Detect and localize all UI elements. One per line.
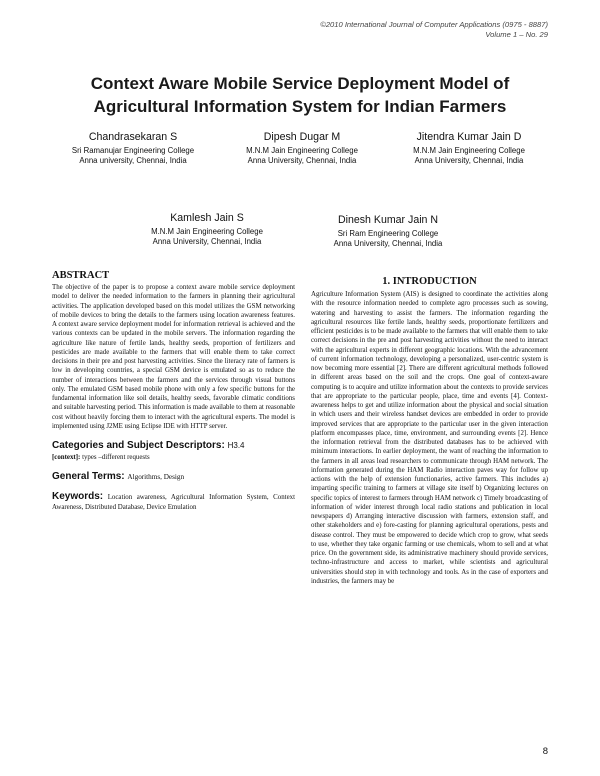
journal-header [320, 20, 548, 40]
left-column [52, 270, 295, 512]
categories-context-text: types –different requests [82, 454, 150, 461]
author-name: Jitendra Kumar Jain D [416, 131, 522, 143]
page-number: 8 [542, 746, 548, 757]
paper-title [40, 72, 560, 118]
categories-section [52, 439, 295, 452]
categories-context [52, 453, 295, 462]
abstract-text: The objective of the paper is to propose a context aware mobile service deployment model to deliver the needed information to the farmers in planning their agricultural activities. The application developed based on this model utilizes the GSM networking of mobile devices to bring the details to the farmers using location awareness features. A context aware service deployment model for information retrieval is achieved and the various contexts can be updated in the mobile servers. The information regarding the agriculture like nature of fertile lands, healthy seeds, proportion of fertilizers and pesticides are made available to the farmers that will enable them to take correct decisions in their pre and post harvesting activities. Since the literacy rate of farmers is low in developing countries, a special GSM device is emulated so as to reduce the number of interactions between the farmers and the services through visual buttons only. The emulated GSM based mobile phone with only a few specific buttons for the fundamental information like soil details, healthy seeds, favorable climatic conditions and suitable harvesting period. This information is made available to them at reasonable cost without heavily forcing them to interact with the agricultural experts. The model is implemented using J2ME using Eclipse IDE with HTTP server. [52, 284, 295, 430]
author-affiliation: Sri Ram Engineering College [337, 229, 439, 238]
keywords-text: Location awareness, Agricultural Information System, Context Awareness, Distributed Database, Device Emulation [52, 494, 295, 511]
right-column [311, 276, 548, 586]
categories-code: H3.4 [227, 441, 245, 450]
journal-header-line1: ©2010 International Journal of Computer Applications (0975 - 8887) [320, 20, 548, 29]
general-terms-text: Algorithms, Design [127, 473, 185, 482]
paper-title-line2: Agricultural Information System for Indian Farmers [93, 97, 507, 116]
author-affiliation: Sri Ramanujar Engineering College [71, 146, 195, 155]
categories-heading: Categories and Subject Descriptors: [52, 440, 225, 451]
introduction-text: Agriculture Information System (AIS) is designed to coordinate the activities along with the resource information needed to complete agro processes such as sowing, watering and harvesting to assist the farmers. The information regarding the agricultural resources like fertile lands, healthy seeds, proportionate fertilizers and efficient pesticides is to be made available to the farmers that will enable them to take correct decisions in the pre and post harvesting activities without the need to interact with the agricultural experts in different geographic locations. With the advancement of current information technology, developing a personalized, user-centric system is now becoming more essential [2]. There are different agricultural methods followed in different areas based on the soil and the crops. One goal of context-aware computing is to acquire and utilize information about the contexts to provide services that are appropriate to the particular people, place, time and events [4]. Context-awareness helps to get and utilize information about the physical and social situation in which users and their wireless handset devices are embedded in order to provide improved services that are appropriate to the particular user in the given interaction platform encompasses place, time, environment, and surrounding events [2]. Hence the information retrieval from the distributed databases has to be achieved with minimum interactions. In earlier deployment, the want of reaching the information to the farmers in all areas lead researchers to communicate through HAM network. The information generated during the HAM Radio interaction paves way for follow up actions with the help of extension functionaries, active farmers. This includes a) imparting specific training to farmers at village site itself b) Organizing lectures on specific topics of interest to farmers through HAM network c) Timely broadcasting of information of wider interest through local radio stations and publication in local newspapers d) Arranging interactive discussion with farmers, extension staff, and other stakeholders and e) fore-casting for planning agricultural operations, pests and disease control. They must be empowered to decide which crop to grow, what seeds to use, whether they take organic farming or use chemicals, whom to sell and at what price. On the government side, its administrative machinery should provide services, techno-infrastructure and access to market, while scientists and agricultural universities should step in with technology and tools. As in the case of exporters and industries, the farmers may be [311, 291, 548, 585]
author-block-5 [303, 213, 473, 249]
categories-context-label: [context]: [52, 454, 81, 461]
journal-header-line2: Volume 1 – No. 29 [485, 30, 548, 39]
paper-title-line1: Context Aware Mobile Service Deployment Model of [90, 74, 510, 93]
author-university: Anna University, Chennai, India [152, 237, 262, 246]
author-university: Anna University, Chennai, India [414, 156, 524, 165]
keywords-heading: Keywords: [52, 491, 104, 503]
author-university: Anna university, Chennai, India [79, 156, 187, 165]
keywords-section [52, 492, 295, 512]
author-affiliation: M.N.M Jain Engineering College [246, 146, 358, 155]
author-block-1 [48, 130, 218, 166]
author-affiliation: M.N.M Jain Engineering College [151, 227, 263, 236]
author-name: Kamlesh Jain S [170, 212, 244, 224]
author-block-4 [122, 211, 292, 247]
author-affiliation: M.N.M Jain Engineering College [413, 146, 525, 155]
general-terms-heading: General Terms: [52, 471, 125, 483]
author-name: Dipesh Dugar M [263, 131, 341, 143]
author-block-2 [217, 130, 387, 166]
author-block-3 [384, 130, 554, 166]
author-name: Dinesh Kumar Jain N [337, 214, 439, 226]
general-terms-section [52, 470, 295, 484]
author-name: Chandrasekaran S [88, 131, 178, 143]
introduction-heading: 1. INTRODUCTION [382, 276, 477, 287]
author-university: Anna University, Chennai, India [333, 239, 443, 248]
abstract-heading: ABSTRACT [52, 270, 110, 281]
author-university: Anna University, Chennai, India [247, 156, 357, 165]
